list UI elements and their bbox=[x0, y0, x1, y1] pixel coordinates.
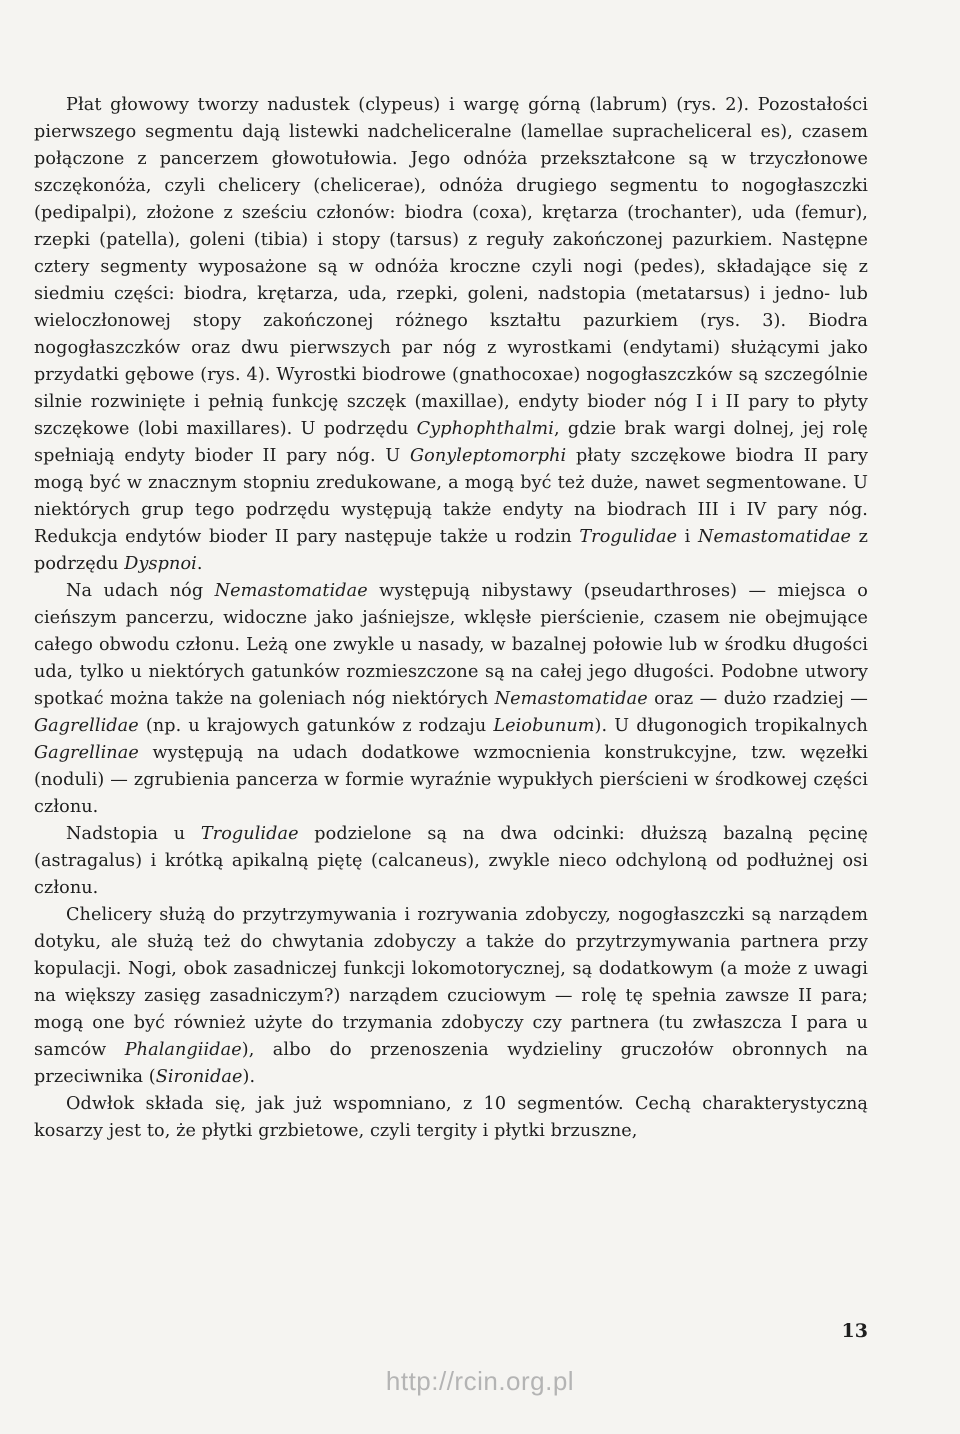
taxon-name: Cyphophthalmi bbox=[416, 419, 554, 439]
text-run: Nadstopia u bbox=[66, 824, 201, 844]
taxon-name: Sironidae bbox=[155, 1067, 243, 1087]
text-run: płaty szczękowe biodra II pary mogą być w znacznym stopniu zredukowane, a mogą być też duże, nawet segmentowane. U niektórych grup tego podrzędu występują także endyty na biodrach III i IV pary nóg. Redukcja endytów bioder II pary następuje także u rodzin bbox=[34, 446, 868, 547]
text-run: i bbox=[677, 527, 698, 547]
taxon-name: Trogulidae bbox=[579, 527, 678, 547]
text-run: występują na udach dodatkowe wzmocnienia konstrukcyjne, tzw. węzełki (noduli) — zgrubienia pancerza w formie wyraźnie wypukłych pierścieni w środkowej części członu. bbox=[34, 743, 868, 817]
taxon-name: Phalangiidae bbox=[124, 1040, 242, 1060]
text-run: Na udach nóg bbox=[66, 581, 215, 601]
taxon-name: Gagrellinae bbox=[34, 743, 139, 763]
text-run: . bbox=[196, 554, 203, 574]
taxon-name: Gonyleptomorphi bbox=[409, 446, 567, 466]
text-run: ). U długonogich tropikalnych bbox=[594, 716, 868, 736]
text-run: ). bbox=[242, 1067, 256, 1087]
watermark-url: http://rcin.org.pl bbox=[385, 1366, 575, 1396]
text-run: występują nibystawy (pseudarthroses) — miejsca o cieńszym pancerzu, widoczne jako jaśniejsze, wklęsłe pierścienie, czasem nie obejmujące całego obwodu członu. Leżą one zwykle u nasady, w bazalnej połowie lub w środku długości uda, tylko u niektórych gatunków rozmieszczone są na całej jego długości. Podobne utwory spotkać można także na goleniach nóg niektórych bbox=[34, 581, 868, 709]
paragraph bbox=[34, 578, 868, 821]
taxon-name: Leiobunum bbox=[493, 716, 595, 736]
text-run: z podrzędu bbox=[34, 527, 868, 574]
paragraph bbox=[34, 1091, 868, 1145]
text-run: Chelicery służą do przytrzymywania i rozrywania zdobyczy, nogogłaszczki są narządem dotyku, ale służą też do chwytania zdobyczy a także do przytrzymywania partnera przy kopulacji. Nogi, obok zasadniczej funkcji lokomotorycznej, są dodatkowym (a może z uwagi na większy zasięg zasadniczym?) narządem czuciowym — rolę tę spełnia zawsze II para; mogą one być również użyte do trzymania zdobyczy czy partnera (tu zwłaszcza I para u samców bbox=[34, 905, 868, 1060]
taxon-name: Nemastomatidae bbox=[697, 527, 852, 547]
taxon-name: Nemastomatidae bbox=[494, 689, 648, 709]
text-run: podzielone są na dwa odcinki: dłuższą bazalną pęcinę (astragalus) i krótką apikalną piętę (calcaneus), zwykle nieco odchyloną od podłużnej osi członu. bbox=[34, 824, 869, 898]
text-run: , gdzie brak wargi dolnej, jej rolę spełniają endyty bioder II pary nóg. U bbox=[34, 419, 868, 466]
page-number: 13 bbox=[841, 1320, 868, 1342]
paragraph bbox=[34, 902, 868, 1091]
text-run: Płat głowowy tworzy nadustek (clypeus) i wargę górną (labrum) (rys. 2). Pozostałości pierwszego segmentu dają listewki nadcheliceralne (lamellae supracheliceral es), czasem połączone z pancerzem głowotułowia. Jego odnóża przekształcone są w trzyczłonowe szczękonóża, czyli chelicery (chelicerae), odnóża drugiego segmentu to nogogłaszczki (pedipalpi), złożone z sześciu członów: biodra (coxa), krętarza (trochanter), uda (femur), rzepki (patella), goleni (tibia) i stopy (tarsus) z reguły zakończonej pazurkiem. Następne cztery segmenty wyposażone są w odnóża kroczne czyli nogi (pedes), składające się z siedmiu części: biodra, krętarza, uda, rzepki, goleni, nadstopia (metatarsus) i jedno- lub wieloczłonowej stopy zakończonej różnego kształtu pazurkiem (rys. 3). Biodra nogogłaszczków oraz dwu pierwszych par nóg z wyrostkami (endytami) służącymi jako przydatki gębowe (rys. 4). Wyrostki biodrowe (gnathocoxae) nogogłaszczków są szczególnie silnie rozwinięte i pełnią funkcję szczęk (maxillae), endyty bioder nóg I i II pary to płyty szczękowe (lobi maxillares). U podrzędu bbox=[34, 95, 868, 439]
paragraph bbox=[34, 92, 868, 578]
text-run: (np. u krajowych gatunków z rodzaju bbox=[138, 716, 494, 736]
taxon-name: Dyspnoi bbox=[124, 554, 197, 574]
text-run: oraz — dużo rzadziej — bbox=[647, 689, 868, 709]
paragraph bbox=[34, 821, 868, 902]
body-text bbox=[34, 92, 868, 1145]
text-run: Odwłok składa się, jak już wspomniano, z 10 segmentów. Cechą charakterystyczną kosarzy jest to, że płytki grzbietowe, czyli tergity i płytki brzuszne, bbox=[34, 1094, 868, 1141]
taxon-name: Gagrellidae bbox=[34, 716, 139, 736]
taxon-name: Trogulidae bbox=[200, 824, 299, 844]
text-run: ), albo do przenoszenia wydzieliny gruczołów obronnych na przeciwnika ( bbox=[34, 1040, 869, 1087]
taxon-name: Nemastomatidae bbox=[214, 581, 368, 601]
